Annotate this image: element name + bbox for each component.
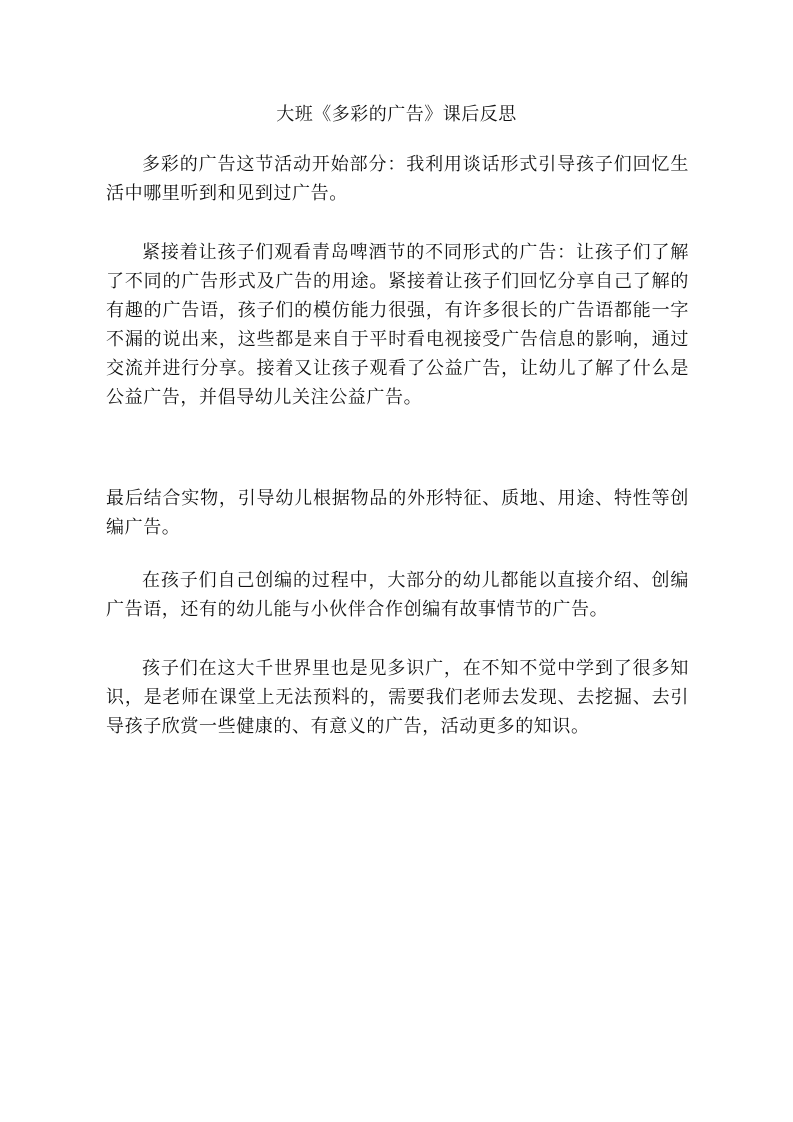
paragraph-conclusion: 孩子们在这大千世界里也是见多识广，在不知不觉中学到了很多知识，是老师在课堂上无法预料的，需要我们老师去发现、去挖掘、去引导孩子欣赏一些健康的、有意义的广告，活动更多的知识。 bbox=[106, 658, 689, 737]
document-title: 大班《多彩的广告》课后反思 bbox=[276, 104, 517, 125]
paragraph-opening: 多彩的广告这节活动开始部分：我利用谈话形式引导孩子们回忆生活中哪里听到和见到过广告。 bbox=[106, 154, 689, 204]
paragraph-beer-festival: 紧接着让孩子们观看青岛啤酒节的不同形式的广告：让孩子们了解了不同的广告形式及广告的用途。紧接着让孩子们回忆分享自己了解的有趣的广告语，孩子们的模仿能力很强，有许多很长的广告语都能一字不漏的说出来，这些都是来自于平时看电视接受广告信息的影响，通过交流并进行分享。接着又让孩子观看了公益广告，让幼儿了解了什么是公益广告，并倡导幼儿关注公益广告。 bbox=[106, 242, 689, 408]
paragraph-children-creating: 在孩子们自己创编的过程中，大部分的幼儿都能以直接介绍、创编广告语，还有的幼儿能与小伙伴合作创编有故事情节的广告。 bbox=[106, 570, 689, 620]
paragraph-create-ads: 最后结合实物，引导幼儿根据物品的外形特征、质地、用途、特性等创编广告。 bbox=[106, 488, 689, 538]
